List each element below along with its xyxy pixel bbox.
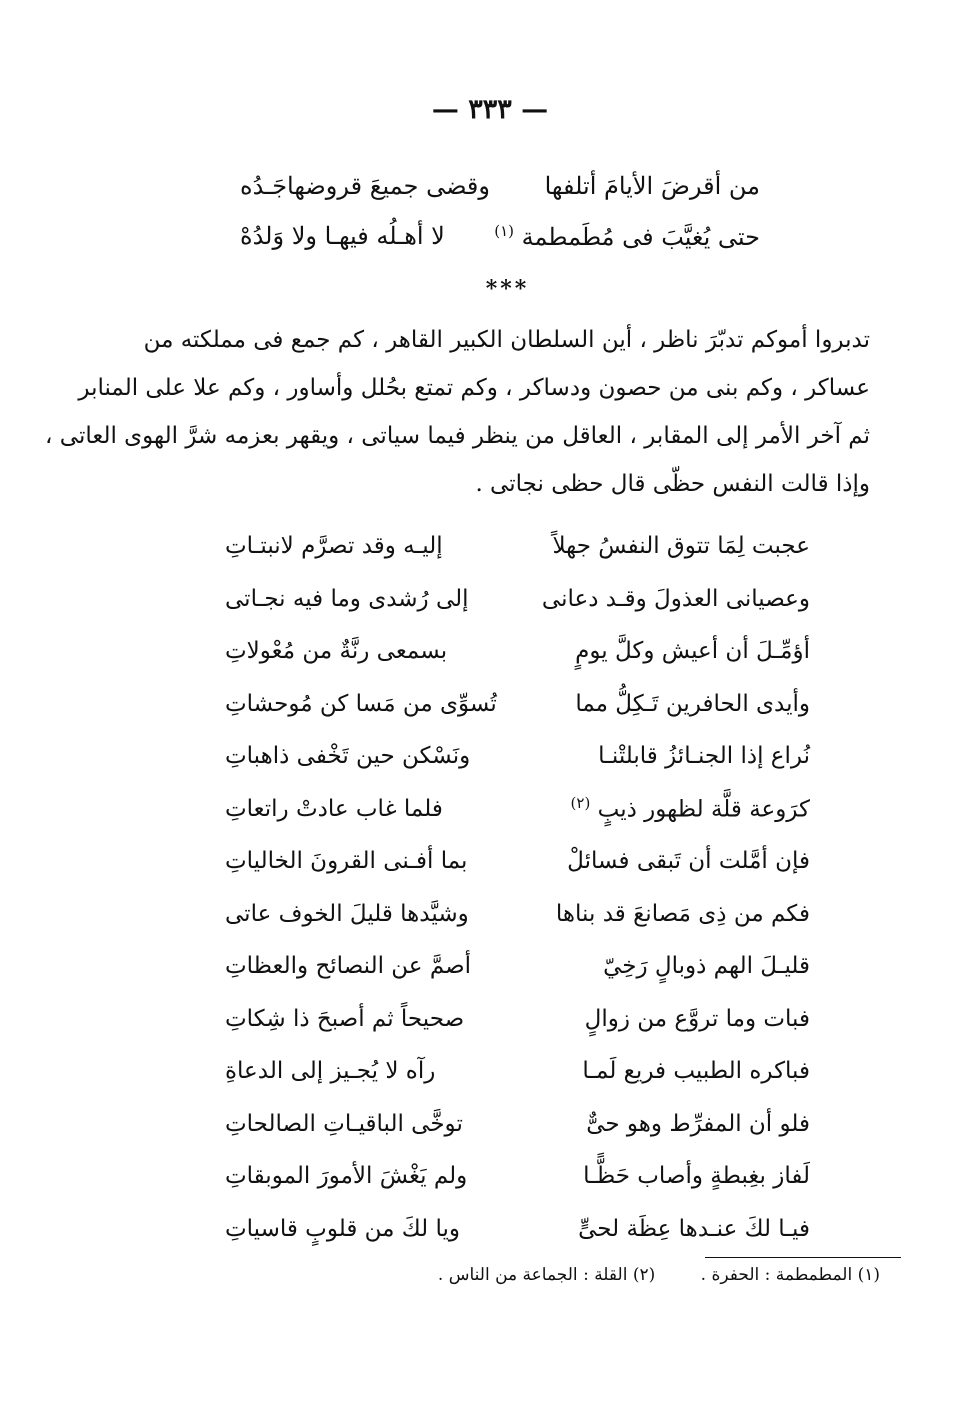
footnote-marker-1: (١) xyxy=(494,222,514,240)
verse xyxy=(225,625,810,678)
verse-first-hemistich: وعصيانى العذولَ وقـد دعانى xyxy=(541,585,810,612)
prose-paragraph xyxy=(45,316,870,508)
verse-second-hemistich: تُسوِّى من مَسا كن مُوحشاتِ xyxy=(225,690,497,717)
couplet-1 xyxy=(240,172,760,200)
verse-first-hemistich: كرَوعة قلَّة لظهور ذيبٍ xyxy=(597,797,810,824)
couplet-2-second-hemistich: لا أهـلُه فيهـا ولا وَلدُهْ xyxy=(240,222,445,250)
couplet-1-first-hemistich: من أقرضَ الأيامَ أتلفها xyxy=(544,172,760,200)
couplet-2-first-hemistich: حتى يُغيَّبَ فى مُطَمطمة xyxy=(521,223,760,251)
verse-first-hemistich: وأيدى الحافرين تَـكِلُّ مما xyxy=(575,690,810,717)
verse-first-hemistich: فباكره الطبيب فريع لَمـا xyxy=(582,1058,810,1085)
verse xyxy=(225,1045,810,1098)
verse-second-hemistich: ولم يَغْشَ الأمورَ الموبقاتِ xyxy=(225,1163,468,1190)
verse-second-hemistich: صحيحاً ثم أصبحَ ذا شِكاتِ xyxy=(225,1005,465,1032)
page-number: — ٣٣٣ — xyxy=(431,94,549,125)
couplet-2-first-hemistich-wrap xyxy=(494,222,760,251)
prose-line: وإذا قالت النفس حظّى قال حظى نجاتى . xyxy=(475,471,870,497)
footnote-marker-2: (٢) xyxy=(570,794,591,813)
verse xyxy=(225,1098,810,1151)
verse xyxy=(225,888,810,941)
verse xyxy=(225,573,810,626)
verse-first-hemistich: فيـا لكَ عنـدها عِظَة لحىٍّ xyxy=(578,1215,810,1242)
verse-second-hemistich: فلما غاب عادتْ راتعاتِ xyxy=(225,795,443,822)
verse xyxy=(225,940,810,993)
footnote-1: (١) المطمطمة : الحفرة . xyxy=(700,1265,880,1285)
footnotes xyxy=(420,1265,880,1285)
verse-first-hemistich: قليـلَ الهم ذوبالٍ رَخِيّ xyxy=(603,953,810,980)
verse xyxy=(225,783,810,836)
prose-line: ثم آخر الأمر إلى المقابر ، العاقل من ينظر فيما سياتى ، ويقهر بعزمه شرَّ الهوى العاتى ، xyxy=(45,423,870,449)
verse-first-hemistich: أؤمِّـلَ أن أعيش وكلَّ يومٍ xyxy=(575,638,810,665)
verse-first-hemistich: فكم من ذِى مَصانعَ قد بناها xyxy=(555,900,810,927)
verse-first-hemistich: لَفاز بغِبطةٍ وأصاب حَظًّـا xyxy=(583,1163,810,1190)
verse xyxy=(225,520,810,573)
verse-second-hemistich: إلى رُشدى وما فيه نجـاتى xyxy=(225,585,469,612)
footnote-divider xyxy=(705,1257,901,1258)
verse-second-hemistich: ويا لكَ من قلوبٍ قاسياتِ xyxy=(225,1215,460,1242)
couplet-1-second-hemistich: وقضى جميعَ قروضهاجَـدُه xyxy=(240,172,490,200)
verse-first-hemistich: فبات وما تروَّع من زوالٍ xyxy=(584,1005,810,1032)
couplet-2 xyxy=(240,222,760,251)
verse-second-hemistich: بسمعى رنَّةٌ من مُعْولاتِ xyxy=(225,638,448,665)
verse-second-hemistich: رآه لا يُجـيز إلى الدعاةِ xyxy=(225,1058,436,1085)
verse-first-hemistich: نُراع إذا الجنـائزُ قابلتْنـا xyxy=(598,743,810,770)
verse xyxy=(225,678,810,731)
verse-first-hemistich-wrap xyxy=(520,794,810,823)
verse xyxy=(225,730,810,783)
verse xyxy=(225,993,810,1046)
prose-line: عساكر ، وكم بنى من حصون ودساكر ، وكم تمتع بحُلل وأساور ، وكم علا على المنابر xyxy=(78,375,870,401)
verse xyxy=(225,1203,810,1256)
verse-second-hemistich: إليـه وقد تصرَّم لانبتـاتِ xyxy=(225,533,443,560)
verse-second-hemistich: أصمَّ عن النصائح والعظاتِ xyxy=(225,953,472,980)
poem xyxy=(225,520,810,1255)
verse-first-hemistich: فإن أمَّلت أن تَبقى فسائلْ xyxy=(567,848,810,875)
verse-second-hemistich: وشيَّدها قليلَ الخوف عاتى xyxy=(225,900,469,927)
verse-first-hemistich: عجبت لِمَا تتوق النفسُ جهلاً xyxy=(552,533,810,560)
verse xyxy=(225,835,810,888)
verse-second-hemistich: بما أفـنى القرونَ الخالياتِ xyxy=(225,848,468,875)
verse-second-hemistich: ونَسْكن حين تَخْفى ذاهباتِ xyxy=(225,743,471,770)
footnote-2: (٢) القلة : الجماعة من الناس . xyxy=(437,1265,656,1285)
section-separator: *** xyxy=(485,276,530,302)
verse-second-hemistich: توخَّى الباقيـاتِ الصالحاتِ xyxy=(225,1110,463,1137)
verse xyxy=(225,1150,810,1203)
verse-first-hemistich: فلو أن المفرِّط وهو حىٌّ xyxy=(586,1110,810,1137)
prose-line: تدبروا أموكم تدبّرَ ناظر ، أين السلطان الكبير القاهر ، كم جمع فى مملكته من xyxy=(143,327,870,353)
